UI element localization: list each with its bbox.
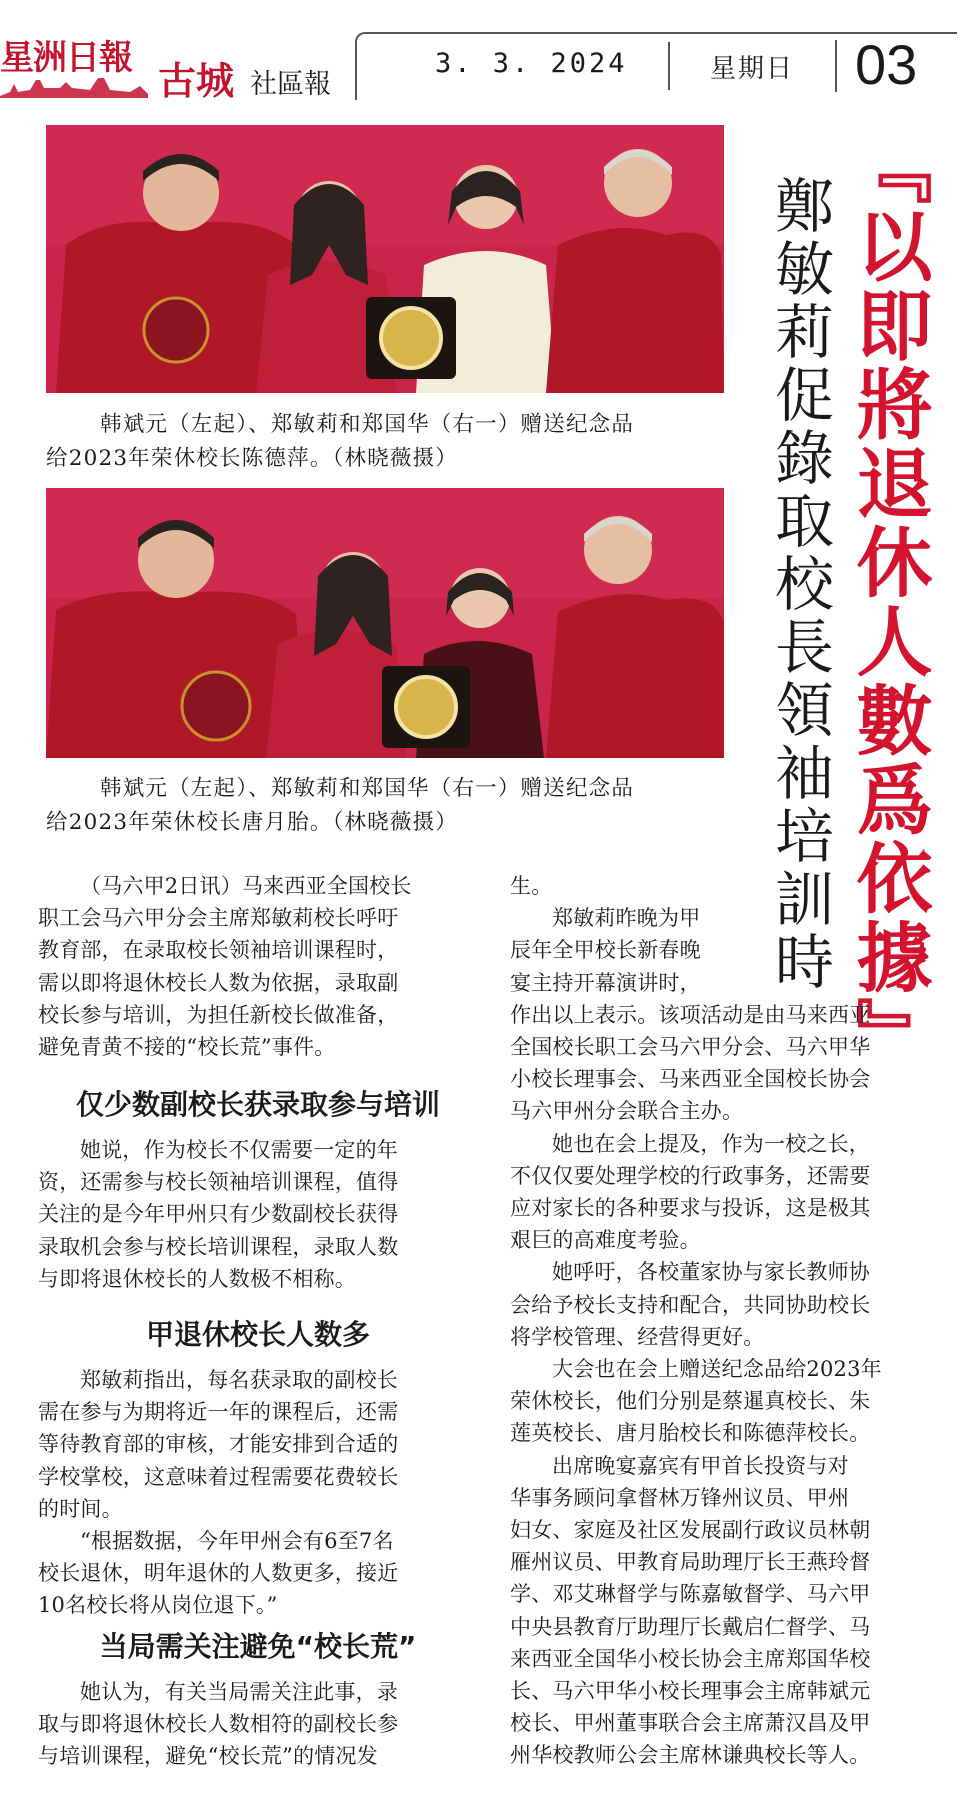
text-line: 关注的是今年甲州只有少数副校长获得 [38,1202,399,1227]
text-line: 作出以上表示。该项活动是由马来西亚 [510,1002,871,1027]
text-line: 她呼吁，各校董家协与家长教师协 [552,1260,870,1285]
masthead [0,0,975,103]
photo-2 [46,488,724,758]
text-line: 不仅仅要处理学校的行政事务，还需要 [510,1163,871,1188]
text-line: 需在参与为期将近一年的课程后，还需 [38,1400,399,1425]
text-line: 艰巨的高难度考验。 [510,1228,701,1253]
text-line: 录取机会参与校长培训课程，录取人数 [38,1234,399,1259]
photo-1-caption-line-2: 给2023年荣休校长陈德萍。（林晓薇摄） [46,446,458,471]
text-line: 中央县教育厅助理厅长戴启仁督学、马 [510,1614,871,1639]
text-line: 雁州议员、甲教育局助理厅长王燕玲督 [510,1550,871,1575]
skyline-logo-icon [0,72,148,98]
photo-1 [46,125,724,393]
text-line: 需以即将退休校长人数为依据，录取副 [38,970,399,995]
paragraph-1 [38,1134,478,1295]
text-line: 10名校长将从岗位退下。” [38,1593,278,1618]
text-line: 来西亚全国华小校长协会主席郑国华校 [510,1646,871,1671]
text-line: （马六甲2日讯）马来西亚全国校长 [80,874,412,898]
text-line: 妇女、家庭及社区发展副行政议员林朝 [510,1518,871,1543]
text-line: 资，还需参与校长领袖培训课程，值得 [38,1170,399,1195]
article-column-right [510,870,955,1772]
subheading-2: 甲退休校长人数多 [145,1318,370,1351]
text-line: 教育部，在录取校长领袖培训课程时， [38,938,399,963]
text-line: 荣休校长，他们分别是蔡暹真校长、朱 [510,1389,871,1414]
photo-2-caption-line-1: 韩斌元（左起）、郑敏莉和郑国华（右一）赠送纪念品 [100,776,635,801]
text-line: 避免青黄不接的“校长荒”事件。 [38,1035,336,1060]
text-line: 会给予校长支持和配合，共同协助校长 [510,1292,871,1317]
text-line: 出席晚宴嘉宾有甲首长投资与对 [552,1453,849,1478]
article-column-left [38,870,478,1063]
text-line: 等待教育部的审核，才能安排到合适的 [38,1432,399,1457]
text-line: “根据数据，今年甲州会有6至7名 [80,1529,394,1554]
divider [835,40,837,92]
text-line: 职工会马六甲分会主席郑敏莉校长呼吁 [38,906,399,931]
paragraph-2 [38,1364,478,1622]
subheading-1: 仅少数副校长获录取参与培训 [75,1088,440,1121]
text-line: 校长参与培训，为担任新校长做准备， [38,1002,399,1027]
text-line: 大会也在会上赠送纪念品给2023年 [552,1357,882,1382]
text-line: 宴主持开幕演讲时， [510,970,701,995]
section-subtitle: 社區報 [250,69,331,100]
text-line: 郑敏莉指出，每名获录取的副校长 [80,1368,398,1392]
text-line: 校长、甲州董事联合会主席萧汉昌及甲 [510,1711,871,1736]
text-line: 她说，作为校长不仅需要一定的年 [80,1138,398,1162]
text-line: 郑敏莉昨晚为甲 [552,906,701,931]
text-line: 马六甲州分会联合主办。 [510,1099,744,1124]
text-line: 华事务顾问拿督林万锋州议员、甲州 [510,1485,850,1510]
text-line: 长、马六甲华小校长理事会主席韩斌元 [510,1679,871,1704]
text-line: 辰年全甲校长新春晚 [510,938,701,963]
text-line: 生。 [510,874,553,898]
paragraph-4 [38,1676,478,1773]
lead-paragraph [38,870,478,1063]
photo-1-caption-line-1: 韩斌元（左起）、郑敏莉和郑国华（右一）赠送纪念品 [100,412,635,437]
text-line: 州华校教师公会主席林谦典校长等人。 [510,1743,871,1768]
text-line: 她也在会上提及，作为一校之长， [552,1131,870,1156]
text-line: 莲英校长、唐月胎校长和陈德萍校长。 [510,1421,871,1446]
issue-date: 3. 3. 2024 [435,48,628,79]
divider [668,42,670,90]
text-line: 学校掌校，这意味着过程需要花费较长 [38,1464,399,1489]
text-line: 取与即将退休校长人数相符的副校长参 [38,1712,399,1737]
page-number: 03 [855,33,918,96]
text-line: 她认为，有关当局需关注此事，录 [80,1680,398,1704]
text-line: 小校长理事会、马来西亚全国校长协会 [510,1067,871,1092]
subheading-3: 当局需关注避免“校长荒” [99,1630,417,1663]
text-line: 学、邓艾琳督学与陈嘉敏督学、马六甲 [510,1582,871,1607]
text-line: 与培训课程，避免“校长荒”的情况发 [38,1744,378,1769]
text-line: 应对家长的各种要求与投诉，这是极其 [510,1196,871,1221]
text-line: 校长退休，明年退休的人数更多，接近 [38,1561,399,1586]
issue-weekday: 星期日 [710,54,795,84]
text-line: 全国校长职工会马六甲分会、马六甲华 [510,1035,871,1060]
text-line: 与即将退休校长的人数极不相称。 [38,1266,356,1291]
text-line: 的时间。 [38,1496,123,1521]
newspaper-logo: 星洲日報 [0,38,132,78]
section-name: 古城 [158,59,235,103]
main-headline: 『以即將退休人數爲依據』 [844,128,933,1076]
photo-2-caption-line-2: 给2023年荣休校长唐月胎。（林晓薇摄） [46,810,458,835]
sub-headline: 鄭敏莉促錄取校長領袖培訓時 [765,175,834,994]
text-line: 将学校管理、经营得更好。 [510,1324,765,1349]
